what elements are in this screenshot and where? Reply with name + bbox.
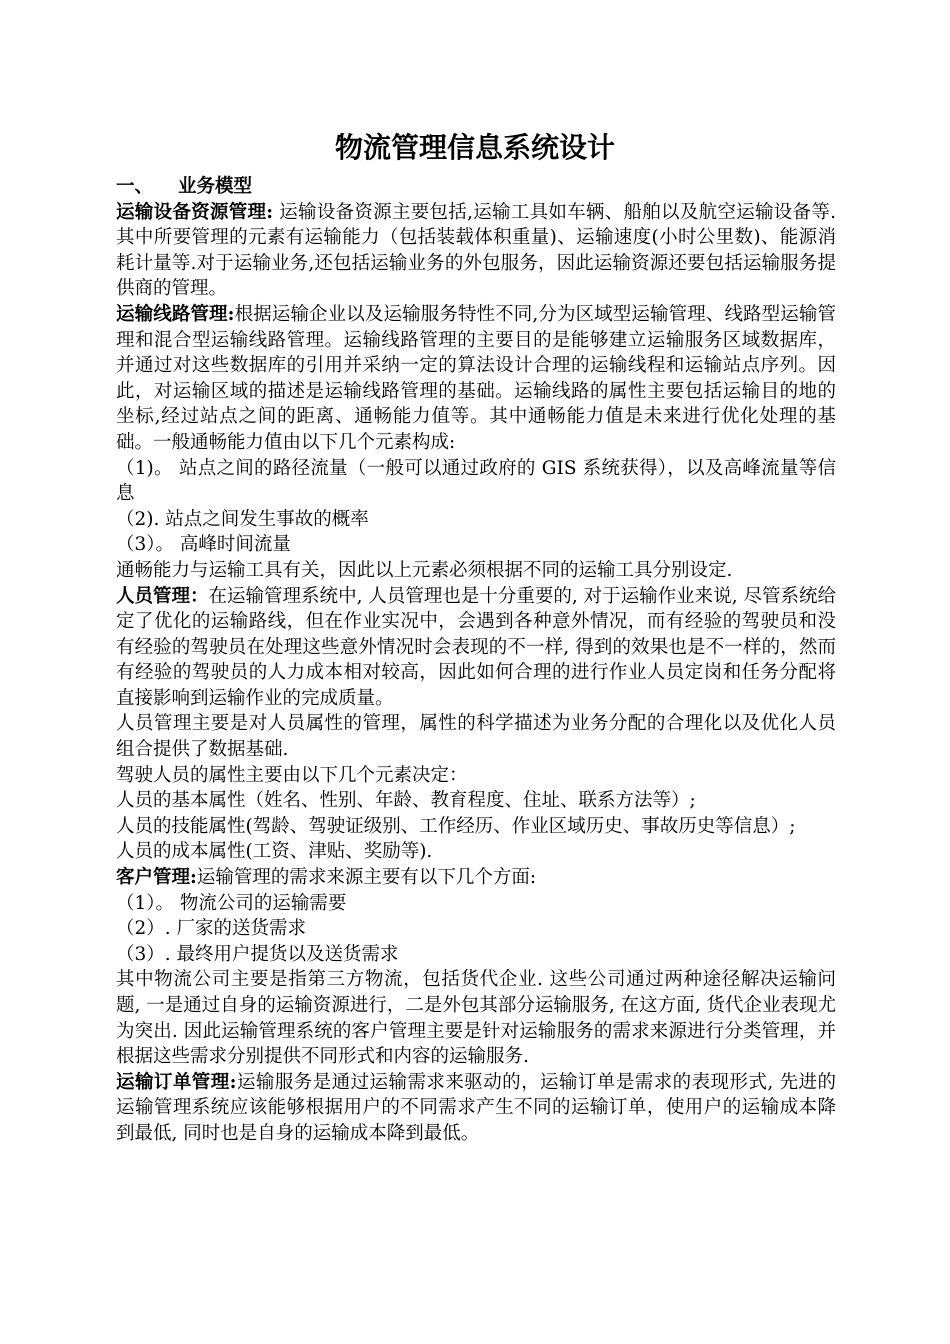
section-heading (116, 174, 836, 200)
paragraph-label: 客户管理: (116, 867, 197, 889)
paragraph-text: 运输设备资源主要包括,运输工具如车辆、船舶以及航空运输设备等.其中所要管理的元素有运输能力（包括装载体积重量)、运输速度(小时公里数)、能源消耗计量等.对于运输业务,还包括运输业务的外包服务，因此运输资源还要包括运输服务提供商的管理。 (116, 201, 836, 300)
paragraph-text: 运输管理的需求来源主要有以下几个方面: (196, 867, 537, 889)
list-item: （3）. 最终用户提货以及送货需求 (116, 943, 399, 965)
paragraph-text: 人员的基本属性（姓名、性别、年龄、教育程度、住址、联系方法等）; (116, 790, 696, 812)
paragraph-label: 运输订单管理: (116, 1071, 237, 1093)
paragraph-personnel (116, 584, 836, 712)
paragraph-label: 运输设备资源管理: (116, 201, 274, 223)
paragraph-text: 根据运输企业以及运输服务特性不同,分为区域型运输管理、线路型运输管理和混合型运输线路管理。运输线路管理的主要目的是能够建立运输服务区域数据库，并通过对这些数据库的引用并采纳一定的算法设计合理的运输线程和运输站点序列。因此，对运输区域的描述是运输线路管理的基础。运输线路的属性主要包括运输目的地的坐标,经过站点之间的距离、通畅能力值等。其中通畅能力值是未来进行优化处理的基础。一般通畅能力值由以下几个元素构成: (116, 303, 836, 453)
list-item: （3）。 高峰时间流量 (116, 534, 291, 556)
paragraph-text: 人员的成本属性(工资、津贴、奖励等). (116, 841, 433, 863)
list-item: （1)。 站点之间的路径流量（一般可以通过政府的 GIS 系统获得），以及高峰流量等信息 (116, 457, 836, 505)
paragraph-transport-route (116, 302, 836, 456)
paragraph-transport-equipment (116, 200, 836, 302)
paragraph-text: 驾驶人员的属性主要由以下几个元素决定： (116, 764, 468, 786)
section-number: 一、 (116, 176, 154, 197)
paragraph-text: 运输服务是通过运输需求来驱动的，运输订单是需求的表现形式, 先进的运输管理系统应该能够根据用户的不同需求产生不同的运输订单，使用户的运输成本降到最低, 同时也是自身的运输成本降到最低。 (116, 1071, 836, 1144)
paragraph-label: 人员管理： (116, 585, 209, 607)
paragraph-customer (116, 865, 836, 891)
section-title: 业务模型 (178, 176, 253, 197)
paragraph-text: 人员的技能属性(驾龄、驾驶证级别、工作经历、作业区域历史、事故历史等信息）; (116, 815, 796, 837)
list-item: （2）. 厂家的送货需求 (116, 918, 307, 940)
paragraph-text: 通畅能力与运输工具有关，因此以上元素必须根据不同的运输工具分别设定. (116, 559, 733, 581)
document-body (116, 174, 836, 1147)
paragraph-text: 人员管理主要是对人员属性的管理，属性的科学描述为业务分配的合理化以及优化人员组合提供了数据基础. (116, 713, 836, 761)
paragraph-text: 在运输管理系统中, 人员管理也是十分重要的, 对于运输作业来说, 尽管系统给定了优化的运输路线，但在作业实况中，会遇到各种意外情况，而有经验的驾驶员和没有经验的驾驶员在处理这些意外情况时会表现的不一样, 得到的效果也是不一样的，然而有经验的驾驶员的人力成本相对较高，因此如何合理的进行作业人员定岗和任务分配将直接影响到运输作业的完成质量。 (116, 585, 836, 709)
paragraph-transport-order (116, 1070, 836, 1147)
list-item: （2). 站点之间发生事故的概率 (116, 508, 369, 530)
paragraph-text: 其中物流公司主要是指第三方物流，包括货代企业. 这些公司通过两种途径解决运输问题, 一是通过自身的运输资源进行，二是外包其部分运输服务, 在这方面, 货代企业表现尤为突出. 因此运输管理系统的客户管理主要是针对运输服务的需求来源进行分类管理，并根据这些需求分别提供不同形式和内容的运输服务. (116, 969, 836, 1068)
page-title: 物流管理信息系统设计 (334, 131, 615, 164)
list-item: （1）。 物流公司的运输需要 (116, 892, 347, 914)
paragraph-label: 运输线路管理: (116, 303, 235, 325)
